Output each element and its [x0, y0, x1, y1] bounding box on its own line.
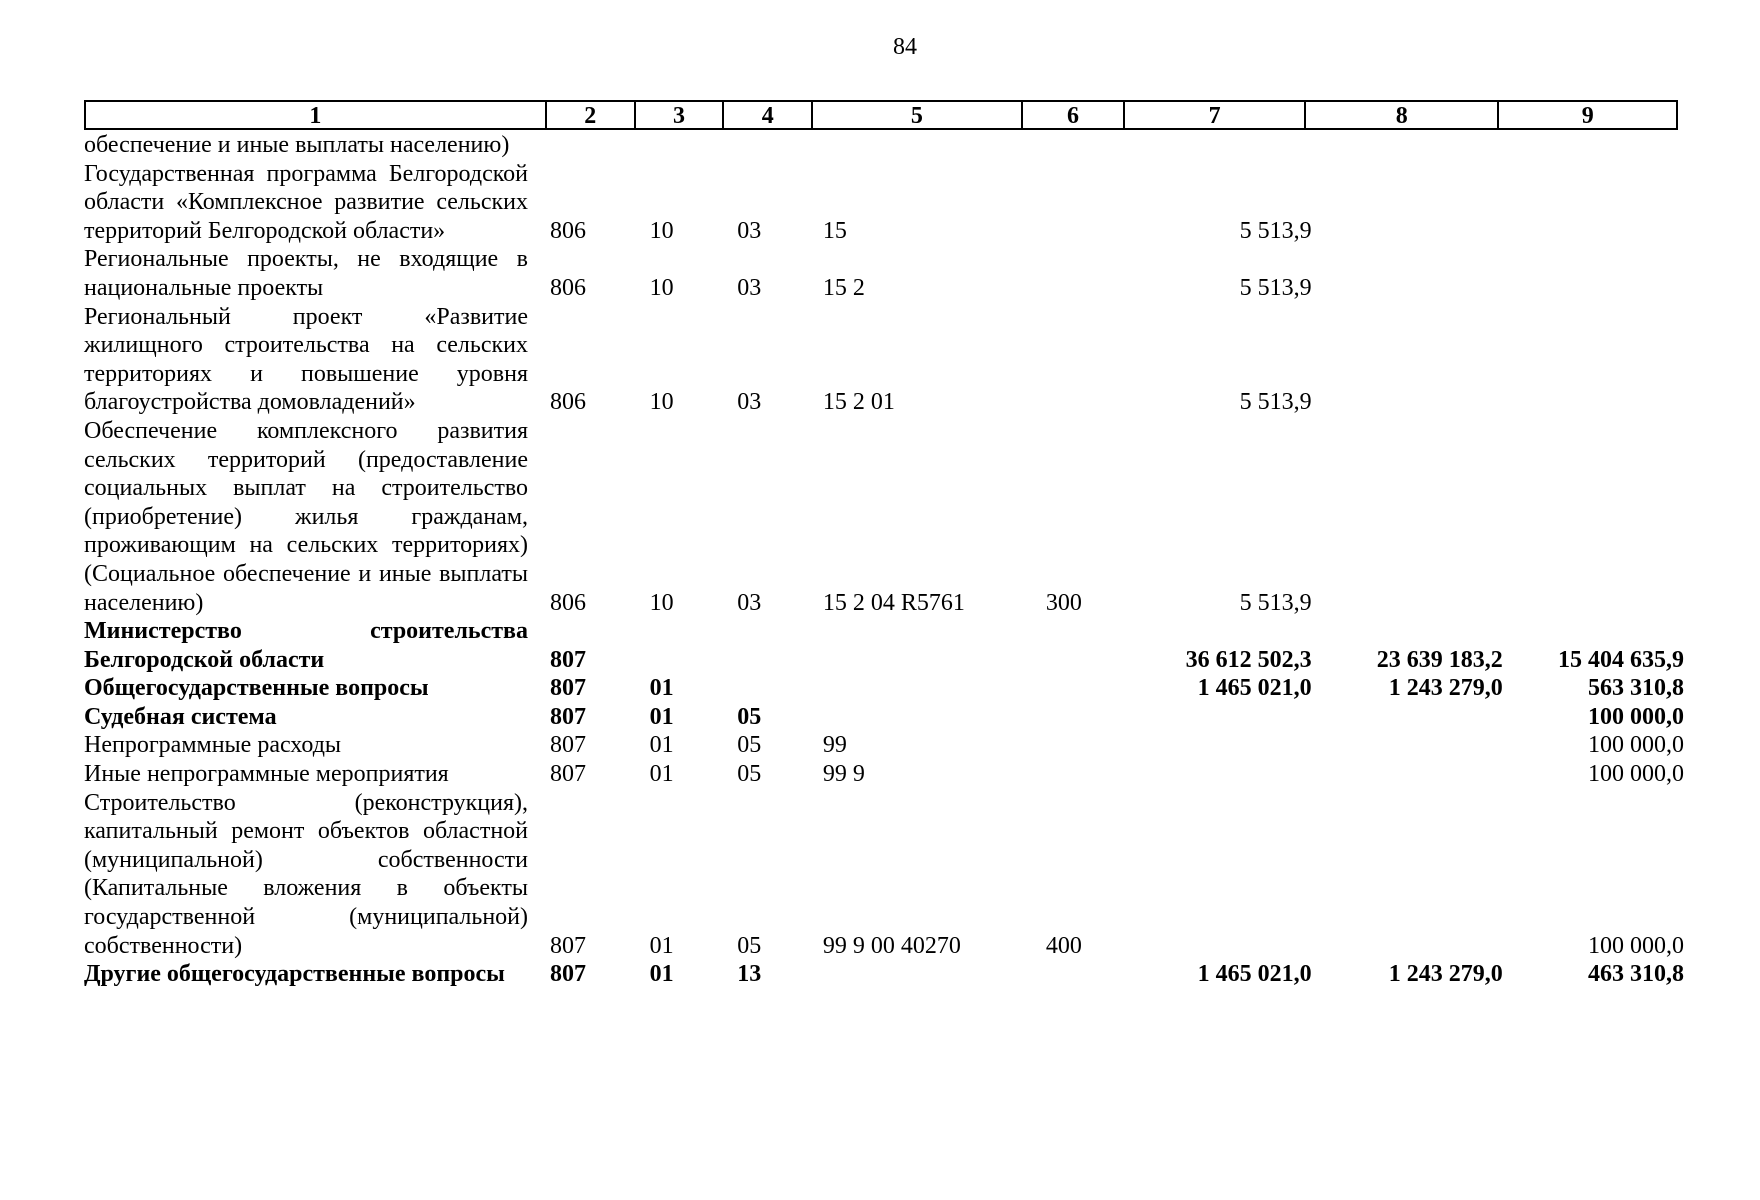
cell-col-9: 100 000,0 — [1587, 761, 1684, 788]
cell-col-3: 01 — [649, 932, 674, 959]
cell-col-1: Обеспечение комплексного развития сельских территорий (предоставление социальных выплат на строительство (приобретение) жилья гражданам, проживающим на сельских территориях) (Социальное обеспечение и иные выплаты населению) — [84, 417, 529, 616]
header-col-2: 2 — [547, 102, 636, 128]
cell-col-1: Строительство (реконструкция), капитальный ремонт объектов областной (муниципальной) собственности (Капитальные вложения в объекты государственной (муниципальной) собственности) — [84, 789, 529, 959]
cell-col-9: 100 000,0 — [1587, 703, 1684, 730]
cell-col-7: 5 513,9 — [1239, 274, 1312, 301]
cell-col-2: 807 — [550, 703, 587, 730]
header-col-5: 5 — [813, 102, 1022, 128]
cell-col-5: 15 2 01 — [822, 389, 895, 416]
cell-col-2: 806 — [550, 274, 587, 301]
cell-col-1: Региональный проект «Развитие жилищного строительства на сельских территориях и повышение уровня благоустройства домовладений» — [84, 303, 529, 416]
cell-col-6: 300 — [1045, 589, 1082, 616]
cell-col-7: 5 513,9 — [1239, 389, 1312, 416]
cell-col-4: 05 — [737, 703, 762, 730]
cell-col-3: 10 — [649, 589, 674, 616]
cell-col-1: Общегосударственные вопросы — [84, 675, 429, 702]
cell-col-9: 563 310,8 — [1587, 675, 1684, 702]
cell-col-7: 1 465 021,0 — [1197, 961, 1312, 988]
cell-col-2: 807 — [550, 732, 587, 759]
cell-col-4: 03 — [737, 589, 762, 616]
table-body — [84, 131, 1684, 989]
header-col-8: 8 — [1306, 102, 1500, 128]
cell-col-8: 1 243 279,0 — [1388, 961, 1503, 988]
table-row — [84, 703, 1684, 732]
header-col-3: 3 — [636, 102, 725, 128]
cell-col-4: 05 — [737, 932, 762, 959]
cell-col-4: 03 — [737, 389, 762, 416]
cell-col-5: 15 2 04 R5761 — [822, 589, 965, 616]
header-col-6: 6 — [1023, 102, 1126, 128]
page-number: 84 — [893, 34, 917, 60]
cell-col-9: 100 000,0 — [1587, 932, 1684, 959]
cell-col-4: 13 — [737, 961, 762, 988]
cell-col-7: 5 513,9 — [1239, 589, 1312, 616]
cell-col-5: 15 — [822, 217, 847, 244]
cell-col-4: 03 — [737, 217, 762, 244]
table-row — [84, 960, 1684, 989]
table-row — [84, 303, 1684, 417]
cell-col-5: 15 2 — [822, 274, 865, 301]
table-row — [84, 131, 1684, 160]
cell-col-3: 01 — [649, 732, 674, 759]
cell-col-3: 10 — [649, 274, 674, 301]
cell-col-4: 05 — [737, 732, 762, 759]
cell-col-7: 36 612 502,3 — [1185, 646, 1312, 673]
cell-col-1: Другие общегосударственные вопросы — [84, 961, 505, 988]
cell-col-8: 23 639 183,2 — [1376, 646, 1503, 673]
cell-col-3: 01 — [649, 761, 674, 788]
cell-col-5: 99 9 00 40270 — [822, 932, 961, 959]
cell-col-1: обеспечение и иные выплаты населению) — [84, 132, 510, 158]
cell-col-2: 807 — [550, 675, 587, 702]
cell-col-1: Министерство строительства Белгородской области — [84, 618, 529, 673]
cell-col-5: 99 9 — [822, 761, 865, 788]
cell-col-1: Иные непрограммные мероприятия — [84, 761, 449, 788]
header-col-9: 9 — [1581, 103, 1594, 129]
cell-col-1: Государственная программа Белгородской области «Комплексное развитие сельских территорий Белгородской области» — [84, 160, 529, 244]
cell-col-9: 100 000,0 — [1587, 732, 1684, 759]
table-row — [84, 731, 1684, 760]
cell-col-9: 463 310,8 — [1587, 961, 1684, 988]
cell-col-2: 806 — [550, 389, 587, 416]
cell-col-4: 05 — [737, 761, 762, 788]
table-row — [84, 760, 1684, 789]
cell-col-9: 15 404 635,9 — [1557, 646, 1684, 673]
cell-col-3: 10 — [649, 217, 674, 244]
cell-col-2: 806 — [550, 589, 587, 616]
cell-col-3: 10 — [649, 389, 674, 416]
cell-col-1: Региональные проекты, не входящие в национальные проекты — [84, 246, 529, 301]
table-row — [84, 617, 1684, 674]
cell-col-7: 1 465 021,0 — [1197, 675, 1312, 702]
header-col-7: 7 — [1125, 102, 1306, 128]
cell-col-3: 01 — [649, 675, 674, 702]
cell-col-3: 01 — [649, 961, 674, 988]
cell-col-2: 807 — [550, 646, 587, 673]
table-row — [84, 417, 1684, 617]
cell-col-1: Судебная система — [84, 703, 277, 730]
cell-col-8: 1 243 279,0 — [1388, 675, 1503, 702]
table-row — [84, 245, 1684, 302]
cell-col-6: 400 — [1045, 932, 1082, 959]
cell-col-3: 01 — [649, 703, 674, 730]
cell-col-2: 807 — [550, 932, 587, 959]
table-header — [84, 100, 1678, 130]
cell-col-4: 03 — [737, 274, 762, 301]
header-col-1: 1 — [86, 102, 547, 128]
cell-col-2: 807 — [550, 761, 587, 788]
cell-col-2: 807 — [550, 961, 587, 988]
table-row — [84, 674, 1684, 703]
cell-col-2: 806 — [550, 217, 587, 244]
header-col-4: 4 — [724, 102, 813, 128]
cell-col-5: 99 — [822, 732, 847, 759]
table-row — [84, 789, 1684, 961]
table-row — [84, 160, 1684, 246]
cell-col-1: Непрограммные расходы — [84, 732, 342, 759]
cell-col-7: 5 513,9 — [1239, 217, 1312, 244]
